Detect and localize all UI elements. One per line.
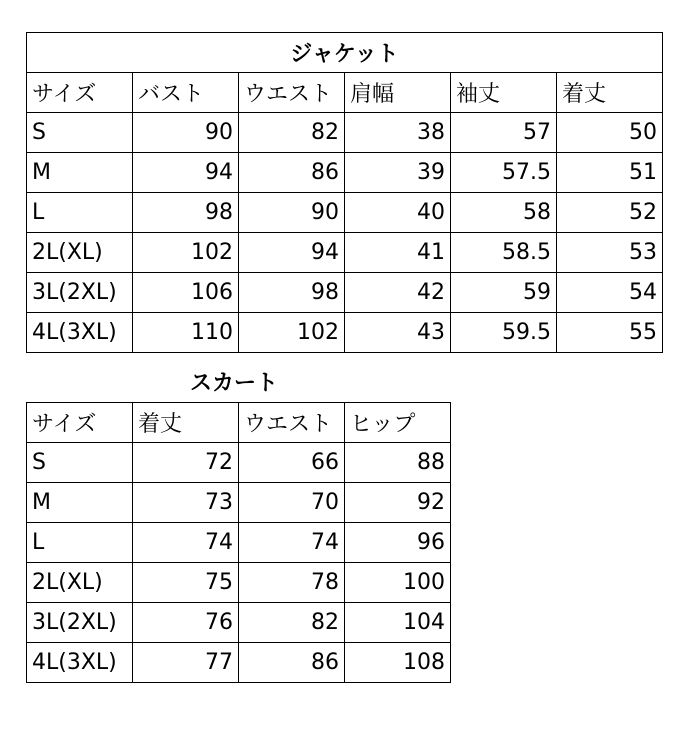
- value-cell: 39: [345, 153, 451, 193]
- value-cell: 82: [239, 603, 345, 643]
- jacket-header-row: [27, 73, 663, 113]
- value-cell: 90: [239, 193, 345, 233]
- header-size: サイズ: [27, 73, 133, 113]
- header-waist: ウエスト: [239, 73, 345, 113]
- size-cell: 3L(2XL): [27, 273, 133, 313]
- table-row: [27, 113, 663, 153]
- value-cell: 94: [133, 153, 239, 193]
- table-row: [27, 313, 663, 353]
- value-cell: 54: [557, 273, 663, 313]
- header-size: サイズ: [27, 403, 133, 443]
- jacket-size-table: [26, 32, 663, 353]
- value-cell: 59.5: [451, 313, 557, 353]
- value-cell: 50: [557, 113, 663, 153]
- value-cell: 53: [557, 233, 663, 273]
- table-row: [27, 153, 663, 193]
- value-cell: 70: [239, 483, 345, 523]
- size-cell: L: [27, 523, 133, 563]
- table-row: [27, 193, 663, 233]
- table-row: [27, 273, 663, 313]
- value-cell: 88: [345, 443, 451, 483]
- header-hip: ヒップ: [345, 403, 451, 443]
- table-row: [27, 233, 663, 273]
- skirt-header-row: [27, 403, 451, 443]
- header-sleeve-length: 袖丈: [451, 73, 557, 113]
- value-cell: 51: [557, 153, 663, 193]
- value-cell: 52: [557, 193, 663, 233]
- value-cell: 98: [239, 273, 345, 313]
- value-cell: 41: [345, 233, 451, 273]
- value-cell: 102: [133, 233, 239, 273]
- jacket-title: ジャケット: [27, 33, 663, 73]
- value-cell: 58: [451, 193, 557, 233]
- value-cell: 86: [239, 643, 345, 683]
- value-cell: 106: [133, 273, 239, 313]
- table-row: [27, 563, 451, 603]
- value-cell: 73: [133, 483, 239, 523]
- jacket-title-row: [27, 33, 663, 73]
- table-row: [27, 483, 451, 523]
- value-cell: 42: [345, 273, 451, 313]
- size-cell: 3L(2XL): [27, 603, 133, 643]
- size-cell: M: [27, 483, 133, 523]
- value-cell: 43: [345, 313, 451, 353]
- size-cell: S: [27, 443, 133, 483]
- value-cell: 76: [133, 603, 239, 643]
- value-cell: 57: [451, 113, 557, 153]
- table-row: [27, 643, 451, 683]
- table-row: [27, 523, 451, 563]
- size-cell: 4L(3XL): [27, 313, 133, 353]
- skirt-title: スカート: [190, 371, 279, 396]
- value-cell: 78: [239, 563, 345, 603]
- value-cell: 74: [239, 523, 345, 563]
- table-row: [27, 443, 451, 483]
- size-cell: M: [27, 153, 133, 193]
- value-cell: 59: [451, 273, 557, 313]
- value-cell: 98: [133, 193, 239, 233]
- header-shoulder-width: 肩幅: [345, 73, 451, 113]
- value-cell: 57.5: [451, 153, 557, 193]
- table-row: [27, 603, 451, 643]
- header-total-length: 着丈: [557, 73, 663, 113]
- size-cell: 4L(3XL): [27, 643, 133, 683]
- value-cell: 108: [345, 643, 451, 683]
- value-cell: 102: [239, 313, 345, 353]
- size-cell: 2L(XL): [27, 233, 133, 273]
- value-cell: 82: [239, 113, 345, 153]
- value-cell: 77: [133, 643, 239, 683]
- value-cell: 72: [133, 443, 239, 483]
- value-cell: 40: [345, 193, 451, 233]
- value-cell: 86: [239, 153, 345, 193]
- value-cell: 58.5: [451, 233, 557, 273]
- skirt-size-table: [26, 402, 451, 683]
- header-bust: バスト: [133, 73, 239, 113]
- value-cell: 66: [239, 443, 345, 483]
- value-cell: 92: [345, 483, 451, 523]
- value-cell: 74: [133, 523, 239, 563]
- header-waist: ウエスト: [239, 403, 345, 443]
- header-total-length: 着丈: [133, 403, 239, 443]
- size-cell: 2L(XL): [27, 563, 133, 603]
- value-cell: 100: [345, 563, 451, 603]
- value-cell: 55: [557, 313, 663, 353]
- value-cell: 94: [239, 233, 345, 273]
- value-cell: 75: [133, 563, 239, 603]
- value-cell: 90: [133, 113, 239, 153]
- value-cell: 104: [345, 603, 451, 643]
- value-cell: 110: [133, 313, 239, 353]
- value-cell: 96: [345, 523, 451, 563]
- size-cell: S: [27, 113, 133, 153]
- size-cell: L: [27, 193, 133, 233]
- value-cell: 38: [345, 113, 451, 153]
